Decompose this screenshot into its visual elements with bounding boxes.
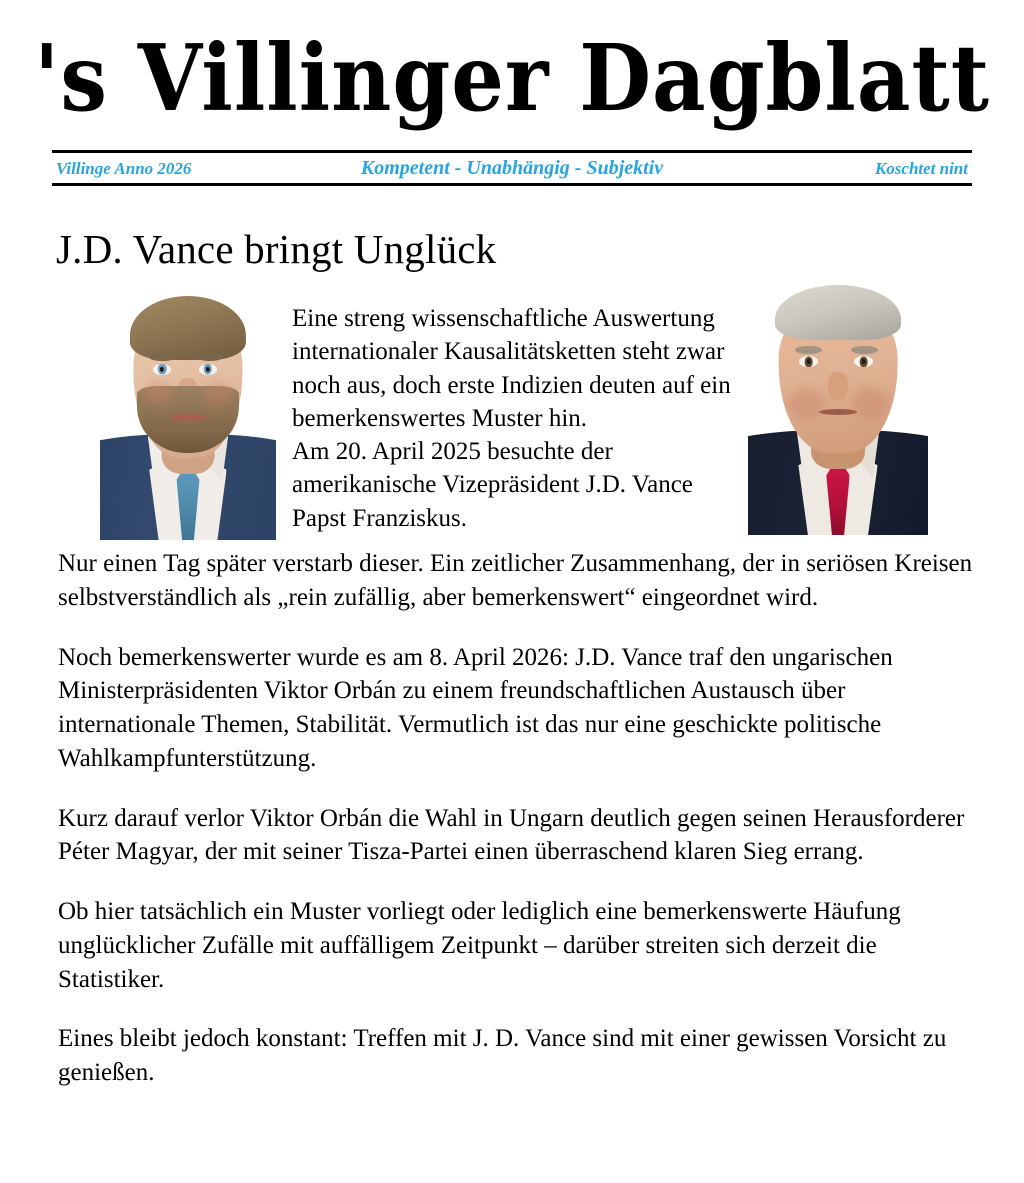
mouth-shape [819,409,857,415]
eyebrow-left [795,346,822,354]
nose-shape [828,372,848,401]
masthead-rules [52,150,972,186]
article-body [58,547,984,1090]
mouth-shape [170,414,207,421]
hair-shape [130,296,246,360]
masthead-tagline-right: Koschtet nint [874,158,968,178]
masthead [0,24,1024,132]
eye-left [153,364,171,375]
portrait-illustration-orban [748,272,928,535]
iris-left [804,356,813,367]
body-paragraph-5: Eines bleibt jedoch konstant: Treffen mit J. D. Vance sind mit einer gewissen Vorsicht zu genießen. [58,1025,947,1086]
pupil-left [807,359,811,364]
body-paragraph-4: Ob hier tatsächlich ein Muster vorliegt oder lediglich eine bemerkenswerte Häufung unglücklicher Zufälle mit auffälligem Zeitpunkt – darüber streiten sich derzeit die Statistiker. [58,898,901,993]
body-paragraph-1: Nur einen Tag später verstarb dieser. Ein zeitlicher Zusammenhang, der in seriösen Kreisen selbstverständlich als „rein zufällig, aber bemerkenswert“ eingeordnet wird. [58,550,973,611]
iris-right [859,356,868,367]
pupil-right [862,359,866,364]
masthead-rule-bottom [52,183,972,186]
portrait-illustration-vance [100,275,276,540]
cheek-right [204,381,232,405]
portrait-photo-viktor-orban [748,272,928,535]
newspaper-title: 's Villinger Dagblatt [34,24,990,132]
pupil-left [160,367,164,372]
body-paragraph-3: Kurz darauf verlor Viktor Orbán die Wahl in Ungarn deutlich gegen seinen Herausforderer Péter Magyar, der mit seiner Tisza-Partei einen überraschend klaren Sieg errang. [58,804,965,866]
pupil-right [206,367,210,372]
body-paragraph-2: Noch bemerkenswerter wurde es am 8. April 2026: J.D. Vance traf den ungarischen Ministerpräsidenten Viktor Orbán zu einem freundschaftlichen Austausch über internationale Themen, Stabilität. Vermutlich ist das nur eine geschickte politische Wahlkampfunterstützung. [58,643,893,772]
eye-right [199,364,217,375]
portrait-photo-jd-vance [100,275,276,540]
masthead-tagline-row [52,153,972,183]
masthead-tagline-left: Villinge Anno 2026 [56,158,192,178]
iris-right [204,364,212,375]
iris-left [158,364,166,375]
lead-paragraph-1: Eine streng wissenschaftliche Auswertung internationaler Kausalitätsketten steht zwar noch aus, doch erste Indizien deuten auf ein bemerkenswertes Muster hin. [292,305,731,432]
hair-shape [775,285,901,340]
eyebrow-right [851,346,878,354]
masthead-tagline-center: Kompetent - Unabhängig - Subjektiv [360,157,664,179]
cheek-left [788,388,824,420]
article-lead [292,302,744,535]
article-headline: J.D. Vance bringt Unglück [56,226,497,273]
lead-paragraph-2: Am 20. April 2025 besuchte der amerikanische Vizepräsident J.D. Vance Papst Franziskus. [292,438,693,532]
cheek-left [144,381,172,405]
